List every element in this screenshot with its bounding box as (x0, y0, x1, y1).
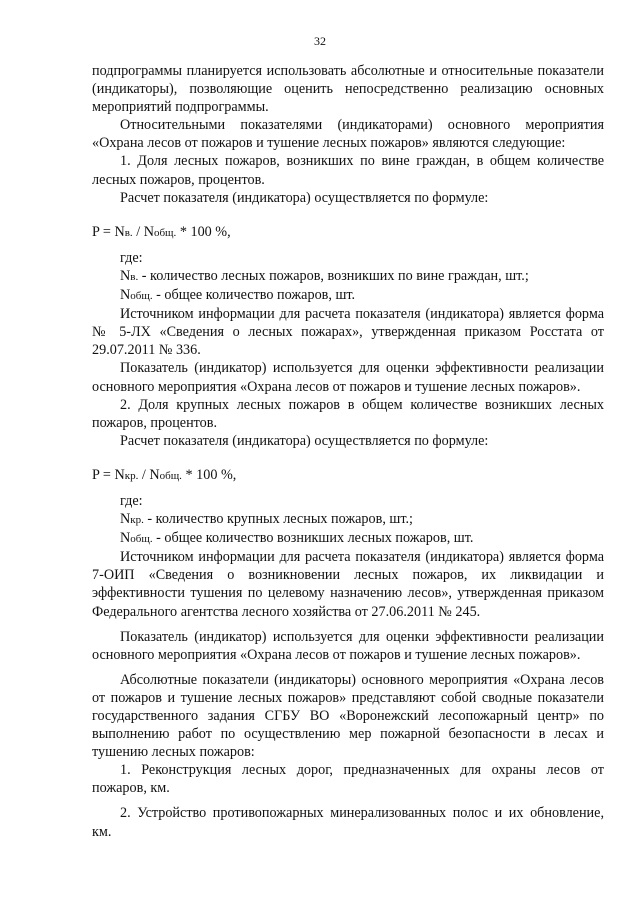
definition-symbol: N (120, 287, 131, 304)
formula-sub-numerator: в. (124, 226, 133, 239)
formula-lhs: P = N (92, 223, 125, 240)
formula-intro: Расчет показателя (индикатора) осуществляется по формуле: (120, 432, 489, 449)
formula-divider: / N (132, 223, 154, 240)
formula-tail: * 100 %, (181, 466, 237, 483)
definition-text: - количество лесных пожаров, возникших по вине граждан, шт.; (138, 267, 529, 284)
definition-symbol: N (120, 267, 131, 284)
formula-divider: / N (138, 466, 160, 483)
indicator-item-2: 2. Доля крупных лесных пожаров в общем количестве возникших лесных пожаров, процентов. (92, 396, 604, 431)
where-label: где: (120, 249, 143, 266)
definition-symbol: N (120, 511, 131, 528)
formula-intro: Расчет показателя (индикатора) осуществляется по формуле: (120, 189, 489, 206)
definition-subscript: общ. (130, 533, 153, 546)
definition-text: - общее количество пожаров, шт. (152, 287, 356, 304)
formula-sub-denominator: общ. (159, 469, 182, 482)
definition-nkr (92, 510, 604, 529)
definition-subscript: общ. (130, 290, 153, 303)
definition-nv (92, 267, 604, 286)
page-number: 32 (314, 34, 326, 48)
formula-lhs: P = N (92, 466, 125, 483)
source-info-2: Источником информации для расчета показателя (индикатора) является форма 7-ОИП «Сведения о возникновении лесных пожаров, их ликвидации и эффективности тушения по целевому назначению лесов», утвержденная приказом Федерального агентства лесного хозяйства от 27.06.2011 № 245. (92, 549, 604, 620)
definition-text: - количество крупных лесных пожаров, шт.; (143, 511, 413, 528)
definition-ntotal-2 (92, 529, 604, 548)
definition-symbol: N (120, 530, 131, 547)
usage-info-2: Показатель (индикатор) используется для оценки эффективности реализации основного мероприятия «Охрана лесов от пожаров и тушение лесных пожаров». (92, 628, 604, 663)
formula-1 (92, 223, 604, 242)
usage-info-1: Показатель (индикатор) используется для оценки эффективности реализации основного мероприятия «Охрана лесов от пожаров и тушение лесных пожаров». (92, 360, 604, 395)
paragraph-intro: подпрограммы планируется использовать абсолютные и относительные показатели (индикаторы), позволяющие оценить непосредственно реализацию основных мероприятий подпрограммы. (92, 63, 604, 116)
indicator-item-1: 1. Доля лесных пожаров, возникших по вине граждан, в общем количестве лесных пожаров, процентов. (92, 153, 604, 188)
formula-2 (92, 466, 604, 485)
formula-sub-numerator: кр. (124, 469, 139, 482)
absolute-item-1: 1. Реконструкция лесных дорог, предназначенных для охраны лесов от пожаров, км. (92, 762, 604, 797)
source-info-1: Источником информации для расчета показателя (индикатора) является форма № 5-ЛХ «Сведения о лесных пожарах», утвержденная приказом Росстата от 29.07.2011 № 336. (92, 306, 604, 359)
where-label: где: (120, 492, 143, 509)
document-body (92, 62, 604, 841)
paragraph-relative-indicators: Относительными показателями (индикаторами) основного мероприятия «Охрана лесов от пожаров и тушение лесных пожаров» являются следующие: (92, 117, 604, 152)
definition-subscript: в. (130, 270, 139, 283)
formula-tail: * 100 %, (176, 223, 231, 240)
definition-text: - общее количество возникших лесных пожаров, шт. (152, 530, 474, 547)
absolute-indicators-paragraph: Абсолютные показатели (индикаторы) основного мероприятия «Охрана лесов от пожаров и тушение лесных пожаров» представляют собой сводные показатели государственного задания СГБУ ВО «Воронежский лесопожарный центр» по выполнению работ по осуществлению мер пожарной безопасности в лесах и тушению лесных пожаров: (92, 671, 604, 761)
definition-ntotal (92, 286, 604, 305)
formula-sub-denominator: общ. (153, 226, 177, 239)
definition-subscript: кр. (130, 514, 144, 527)
absolute-item-2: 2. Устройство противопожарных минерализованных полос и их обновление, км. (92, 805, 604, 840)
